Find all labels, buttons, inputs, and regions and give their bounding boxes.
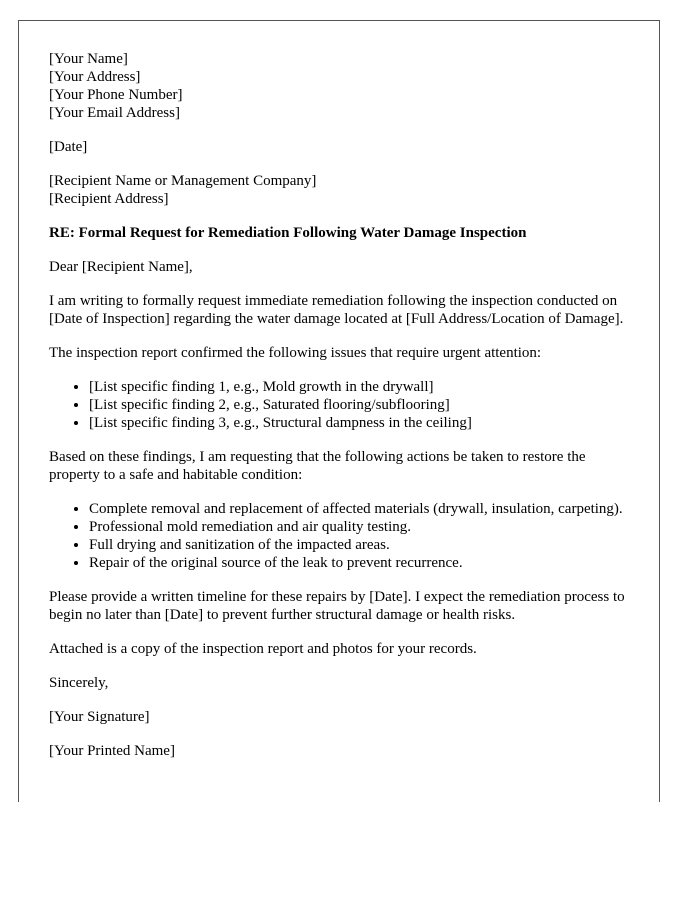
letter-date: [Date] xyxy=(49,139,88,155)
list-item: • Complete removal and replacement of affected materials (drywall, insulation, carpeting). xyxy=(89,500,639,518)
letter-content xyxy=(49,50,639,776)
actions-intro-paragraph: Based on these findings, I am requesting that the following actions be taken to restore the property to a safe and habitable condition: xyxy=(49,449,586,483)
list-item: • Repair of the original source of the leak to prevent recurrence. xyxy=(89,554,639,572)
intro-paragraph: I am writing to formally request immediate remediation following the inspection conducted on [Date of Inspection] regarding the water damage located at [Full Address/Location of Damage]. xyxy=(49,293,624,327)
findings-intro-paragraph: The inspection report confirmed the following issues that require urgent attention: xyxy=(49,345,542,361)
recipient-block xyxy=(49,172,639,208)
letter-page xyxy=(18,20,660,802)
attachment-paragraph: Attached is a copy of the inspection report and photos for your records. xyxy=(49,641,477,657)
recipient-address: [Recipient Address] xyxy=(49,191,169,207)
recipient-name: [Recipient Name or Management Company] xyxy=(49,173,317,189)
sender-name: [Your Name] xyxy=(49,51,128,67)
sender-phone: [Your Phone Number] xyxy=(49,87,183,103)
sender-address: [Your Address] xyxy=(49,69,141,85)
actions-list xyxy=(49,500,639,572)
printed-name: [Your Printed Name] xyxy=(49,743,175,759)
timeline-paragraph: Please provide a written timeline for these repairs by [Date]. I expect the remediation process to begin no later than [Date] to prevent further structural damage or health risks. xyxy=(49,589,625,623)
subject-line: RE: Formal Request for Remediation Following Water Damage Inspection xyxy=(49,225,527,241)
list-item: • Full drying and sanitization of the impacted areas. xyxy=(89,536,639,554)
sender-block xyxy=(49,50,639,122)
findings-list xyxy=(49,378,639,432)
list-item: • [List specific finding 2, e.g., Saturated flooring/subflooring] xyxy=(89,396,639,414)
list-item: • [List specific finding 1, e.g., Mold growth in the drywall] xyxy=(89,378,639,396)
sign-off: Sincerely, xyxy=(49,675,109,691)
list-item: • Professional mold remediation and air quality testing. xyxy=(89,518,639,536)
sender-email: [Your Email Address] xyxy=(49,105,180,121)
list-item: • [List specific finding 3, e.g., Structural dampness in the ceiling] xyxy=(89,414,639,432)
date-block xyxy=(49,138,639,156)
signature-placeholder: [Your Signature] xyxy=(49,709,150,725)
salutation: Dear [Recipient Name], xyxy=(49,259,193,275)
